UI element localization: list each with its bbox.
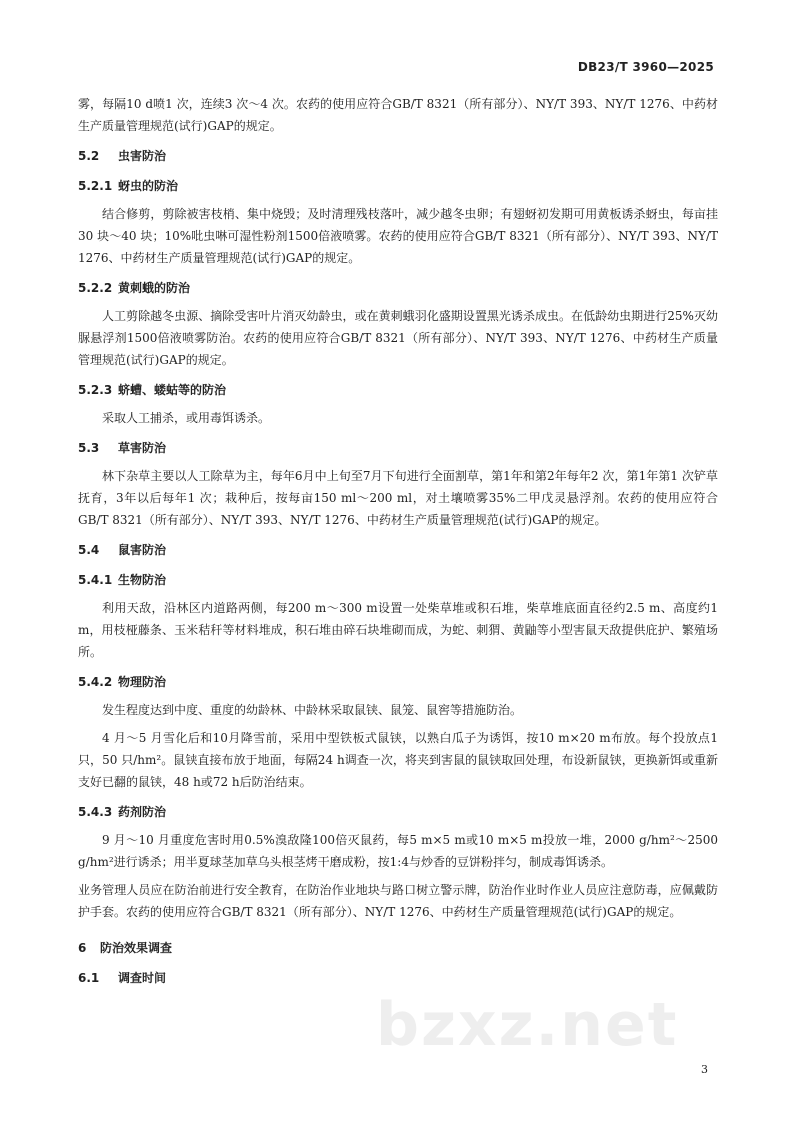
section-heading (78, 379, 718, 401)
section-number: 6 (78, 941, 87, 955)
section-heading (78, 145, 718, 167)
section-heading (78, 175, 718, 197)
section-title: 物理防治 (118, 675, 167, 689)
document-body (78, 93, 718, 995)
watermark: bzxz.net (376, 990, 679, 1060)
section-number: 5.3 (78, 441, 100, 455)
section-heading (78, 967, 718, 989)
section-heading (78, 277, 718, 299)
section-number: 5.2.2 (78, 281, 113, 295)
section-number: 5.4.2 (78, 675, 113, 689)
section-title: 草害防治 (118, 441, 167, 455)
document-code: DB23/T 3960—2025 (577, 60, 714, 74)
section-title: 防治效果调查 (100, 941, 173, 955)
section-title: 蚜虫的防治 (118, 179, 179, 193)
section-heading (78, 539, 718, 561)
section-number: 5.2.3 (78, 383, 113, 397)
page-number: 3 (701, 1063, 708, 1076)
section-heading (78, 569, 718, 591)
paragraph: 利用天敌，沿林区内道路两侧，每200 m～300 m设置一处柴草堆或积石堆，柴草堆底面直径约2.5 m、高度约1 m，用枝桠藤条、玉米秸秆等材料堆成，积石堆由碎石块堆砌而成，为蛇、刺猬、黄鼬等小型害鼠天敌提供庇护、繁殖场所。 (78, 601, 718, 659)
section-number: 5.4 (78, 543, 100, 557)
section-title: 虫害防治 (118, 149, 167, 163)
paragraph: 林下杂草主要以人工除草为主，每年6月中上旬至7月下旬进行全面割草，第1年和第2年每年2 次，第1年第1 次铲草抚育，3年以后每年1 次；栽种后，按每亩150 ml～200 ml，对土壤喷雾35%二甲戊灵悬浮剂。农药的使用应符合GB/T 8321（所有部分）、NY/T 393、NY/T 1276、中药材生产质量管理规范(试行)GAP的规定。 (78, 469, 718, 527)
section-number: 6.1 (78, 971, 100, 985)
section-title: 调查时间 (118, 971, 167, 985)
section-title: 药剂防治 (118, 805, 167, 819)
paragraph: 采取人工捕杀，或用毒饵诱杀。 (102, 411, 271, 425)
section-heading (78, 937, 718, 959)
paragraph: 9 月～10 月重度危害时用0.5%溴敌隆100倍灭鼠药，每5 m×5 m或10 m×5 m投放一堆，2000 g/hm²～2500 g/hm²进行诱杀；用半夏球茎加草乌头根茎烤干磨成粉，按1:4与炒香的豆饼粉拌匀，制成毒饵诱杀。 (78, 833, 718, 869)
paragraph: 人工剪除越冬虫源、摘除受害叶片消灭幼龄虫，或在黄刺蛾羽化盛期设置黑光诱杀成虫。在低龄幼虫期进行25%灭幼脲悬浮剂1500倍液喷雾防治。农药的使用应符合GB/T 8321（所有部分）、NY/T 393、NY/T 1276、中药材生产质量管理规范(试行)GAP的规定。 (78, 309, 718, 367)
section-heading (78, 437, 718, 459)
section-number: 5.2 (78, 149, 100, 163)
section-title: 生物防治 (118, 573, 167, 587)
section-title: 鼠害防治 (118, 543, 167, 557)
section-title: 蛴螬、蝼蛄等的防治 (118, 383, 227, 397)
section-heading (78, 801, 718, 823)
paragraph: 雾，每隔10 d喷1 次，连续3 次～4 次。农药的使用应符合GB/T 8321（所有部分）、NY/T 393、NY/T 1276、中药材生产质量管理规范(试行)GAP的规定。 (78, 97, 718, 133)
paragraph: 发生程度达到中度、重度的幼龄林、中龄林采取鼠铗、鼠笼、鼠窖等措施防治。 (102, 703, 523, 717)
paragraph: 业务管理人员应在防治前进行安全教育，在防治作业地块与路口树立警示牌，防治作业时作业人员应注意防毒，应佩戴防护手套。农药的使用应符合GB/T 8321（所有部分）、NY/T 1276、中药材生产质量管理规范(试行)GAP的规定。 (78, 883, 718, 919)
paragraph: 4 月～5 月雪化后和10月降雪前，采用中型铁板式鼠铗，以熟白瓜子为诱饵，按10 m×20 m布放。每个投放点1只，50 只/hm²。鼠铗直接布放于地面，每隔24 h调查一次，将夹到害鼠的鼠铗取回处理，布设新鼠铗，更换新饵或重新支好已翻的鼠铗，48 h或72 h后防治结束。 (78, 731, 718, 789)
paragraph: 结合修剪，剪除被害枝梢、集中烧毁；及时清理残枝落叶，减少越冬虫卵；有翅蚜初发期可用黄板诱杀蚜虫，每亩挂30 块～40 块；10%吡虫啉可湿性粉剂1500倍液喷雾。农药的使用应符合GB/T 8321（所有部分）、NY/T 393、NY/T 1276、中药材生产质量管理规范(试行)GAP的规定。 (78, 207, 718, 265)
section-title: 黄刺蛾的防治 (118, 281, 191, 295)
section-heading (78, 671, 718, 693)
section-number: 5.4.1 (78, 573, 113, 587)
section-number: 5.2.1 (78, 179, 113, 193)
section-number: 5.4.3 (78, 805, 113, 819)
